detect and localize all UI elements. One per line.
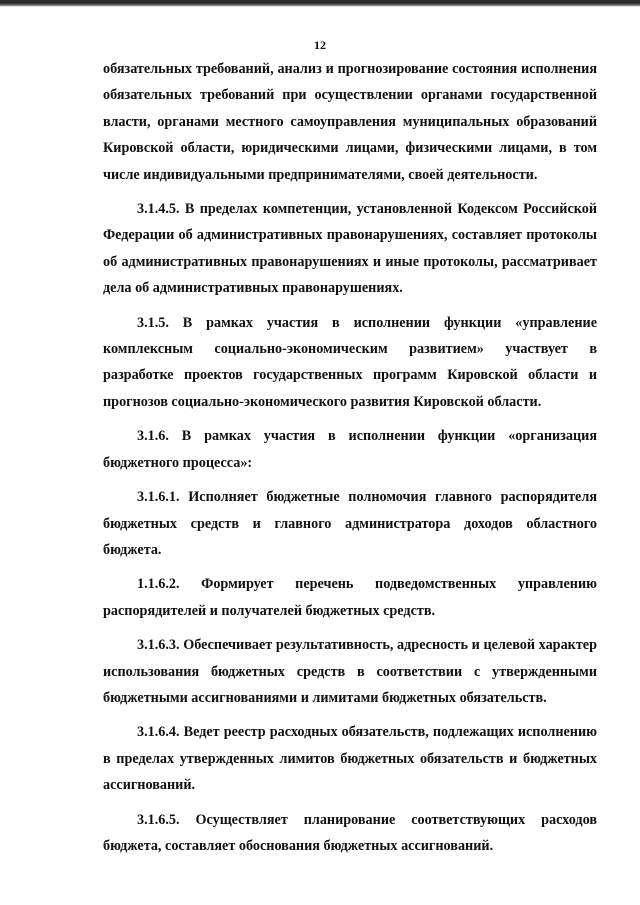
paragraph-3-1-6-4: 3.1.6.4. Ведет реестр расходных обязательств, подлежащих исполнению в пределах утвержденных лимитов бюджетных обязательств и бюджетных ассигнований. xyxy=(103,724,597,794)
paragraph-1-1-6-2: 1.1.6.2. Формирует перечень подведомственных управлению распорядителей и получателей бюджетных средств. xyxy=(103,576,597,619)
document-body xyxy=(103,56,597,867)
paragraph-3-1-6-1: 3.1.6.1. Исполняет бюджетные полномочия главного распорядителя бюджетных средств и главного администратора доходов областного бюджета. xyxy=(103,489,597,558)
page-number: 12 xyxy=(314,38,326,52)
paragraph-continuation: обязательных требований, анализ и прогнозирование состояния исполнения обязательных требований при осуществлении органами государственной власти, органами местного самоуправления муниципальных образований Кировской области, юридическими лицами, физическими лицами, в том числе индивидуальными предпринимателями, своей деятельности. xyxy=(103,61,597,183)
paragraph-3-1-6-3: 3.1.6.3. Обеспечивает результативность, адресность и целевой характер использования бюджетных средств в соответствии с утвержденными бюджетными ассигнованиями и лимитами бюджетных обязательств. xyxy=(103,637,597,706)
scan-top-border xyxy=(0,0,640,7)
paragraph-3-1-6-5: 3.1.6.5. Осуществляет планирование соответствующих расходов бюджета, составляет обоснования бюджетных ассигнований. xyxy=(103,811,597,854)
paragraph-3-1-6: 3.1.6. В рамках участия в исполнении функции «организация бюджетного процесса»: xyxy=(103,428,597,471)
paragraph-3-1-5: 3.1.5. В рамках участия в исполнении функции «управление комплексным социально-экономическим развитием» участвует в разработке проектов государственных программ Кировской области и прогнозов социально-экономического развития Кировской области. xyxy=(103,314,597,410)
paragraph-3-1-4-5: 3.1.4.5. В пределах компетенции, установленной Кодексом Российской Федерации об административных правонарушениях, составляет протоколы об административных правонарушениях и иные протоколы, рассматривает дела об административных правонарушениях. xyxy=(103,201,597,297)
